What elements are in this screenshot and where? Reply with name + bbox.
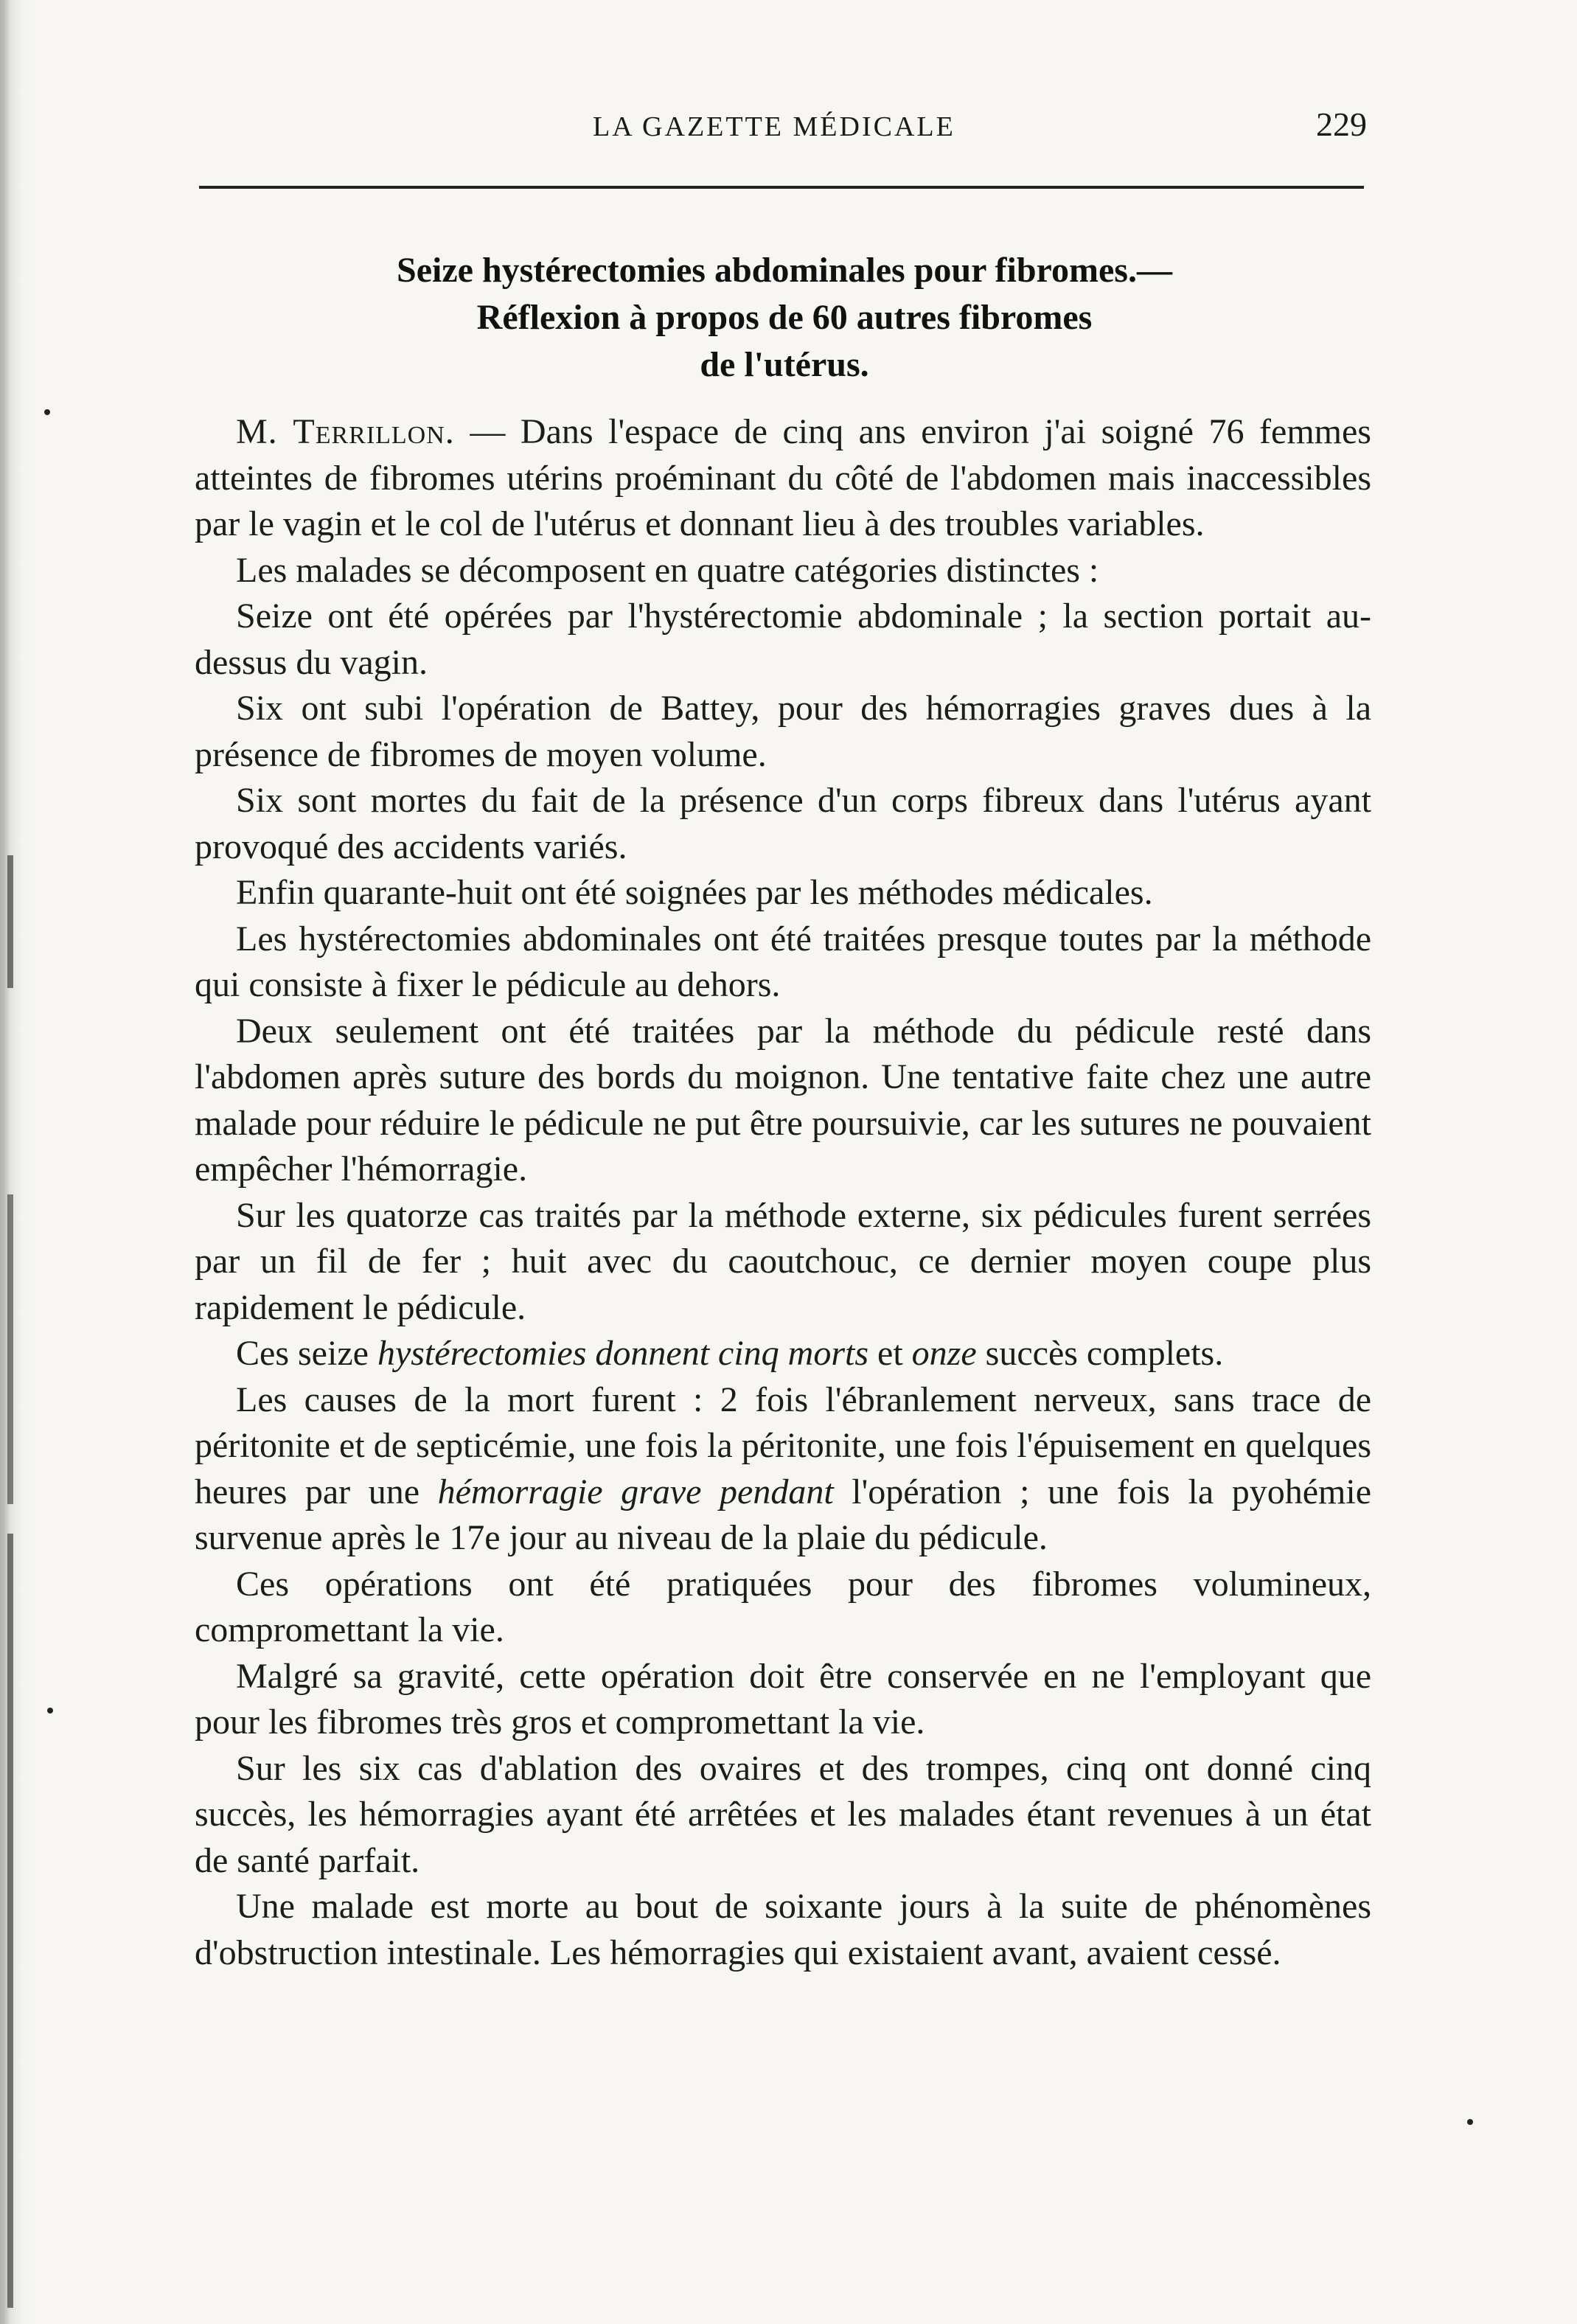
paragraph: Sur les six cas d'ablation des ovaires et des trompes, cinq ont donné cinq succès, les hémorragies ayant été arrêtées et les malades étant revenues à un état de santé parfait. xyxy=(195,1748,1371,1880)
article-title xyxy=(195,247,1374,389)
title-line: Seize hystérectomies abdominales pour fibromes.— xyxy=(397,251,1172,290)
header-rule xyxy=(199,186,1364,189)
binding-mark xyxy=(7,855,13,988)
paragraph: Les hystérectomies abdominales ont été traitées presque toutes par la méthode qui consiste à fixer le pédicule au dehors. xyxy=(195,919,1371,1004)
page-gutter-shadow xyxy=(0,0,35,2324)
binding-mark xyxy=(7,1534,13,2308)
paragraph: Les malades se décomposent en quatre catégories distinctes : xyxy=(236,550,1099,590)
paragraph: Deux seulement ont été traitées par la méthode du pédicule resté dans l'abdomen après suture des bords du moignon. Une tentative faite chez une autre malade pour réduire le pédicule ne put être poursuivie, car les sutures ne pouvaient empêcher l'hémorragie. xyxy=(195,1011,1371,1189)
paragraph xyxy=(195,1331,1371,1377)
italic-text: hémorragie grave pendant xyxy=(437,1472,834,1511)
paragraph-text: Ces seize xyxy=(236,1334,377,1373)
paragraph: Ces opérations ont été pratiquées pour des fibromes volumineux, compromettant la vie. xyxy=(195,1564,1371,1649)
italic-text: hystérectomies donnent cinq morts xyxy=(377,1334,869,1373)
paragraph-text: succès complets. xyxy=(976,1334,1224,1373)
title-line: de l'utérus. xyxy=(700,345,869,384)
page-header xyxy=(195,105,1367,155)
paragraph: Enfin quarante-huit ont été soignées par les méthodes médicales. xyxy=(236,873,1153,912)
paragraph xyxy=(195,1377,1371,1562)
paragraph: Malgré sa gravité, cette opération doit être conservée en ne l'employant que pour les fibromes très gros et compromettant la vie. xyxy=(195,1656,1371,1742)
margin-speck xyxy=(1467,2119,1473,2125)
title-line: Réflexion à propos de 60 autres fibromes xyxy=(476,298,1093,337)
paragraph xyxy=(195,409,1371,548)
paragraph: Une malade est morte au bout de soixante jours à la suite de phénomènes d'obstruction intestinale. Les hémorragies qui existaient avant, avaient cessé. xyxy=(195,1887,1371,1972)
margin-speck xyxy=(47,1708,53,1714)
paragraph: Six ont subi l'opération de Battey, pour des hémorragies graves dues à la présence de fibromes de moyen volume. xyxy=(195,689,1371,774)
paragraph: Six sont mortes du fait de la présence d'un corps fibreux dans l'utérus ayant provoqué des accidents variés. xyxy=(195,781,1371,866)
italic-text: onze xyxy=(911,1334,977,1373)
paragraph: Sur les quatorze cas traités par la méthode externe, six pédicules furent serrées par un fil de fer ; huit avec du caoutchouc, ce dernier moyen coupe plus rapidement le pédicule. xyxy=(195,1195,1371,1327)
paragraph: Seize ont été opérées par l'hystérectomie abdominale ; la section portait au-dessus du vagin. xyxy=(195,596,1371,682)
paragraph-text: et xyxy=(868,1334,912,1373)
margin-speck xyxy=(44,409,50,415)
running-title: LA GAZETTE MÉDICALE xyxy=(593,111,955,142)
paragraph-text: — Dans l'espace de cinq ans environ j'ai soigné 76 femmes atteintes de fibromes utérins proéminant du côté de l'abdomen mais inaccessibles par le vagin et le col de l'utérus et donnant lieu à des troubles variables. xyxy=(195,412,1371,543)
paragraph-text: l'opération ; une fois la pyohémie survenue après le 17e jour au niveau de la plaie du pédicule. xyxy=(195,1472,1372,1557)
binding-mark xyxy=(7,1194,13,1504)
article-body xyxy=(195,409,1371,1976)
paragraph-text: Les causes de la mort furent : 2 fois l'ébranlement nerveux, sans trace de péritonite et de septicémie, une fois la péritonite, une fois l'épuisement en quelques heures par une xyxy=(195,1380,1371,1511)
page-number: 229 xyxy=(1316,105,1367,143)
speaker-name: M. Terrillon. xyxy=(236,412,455,451)
